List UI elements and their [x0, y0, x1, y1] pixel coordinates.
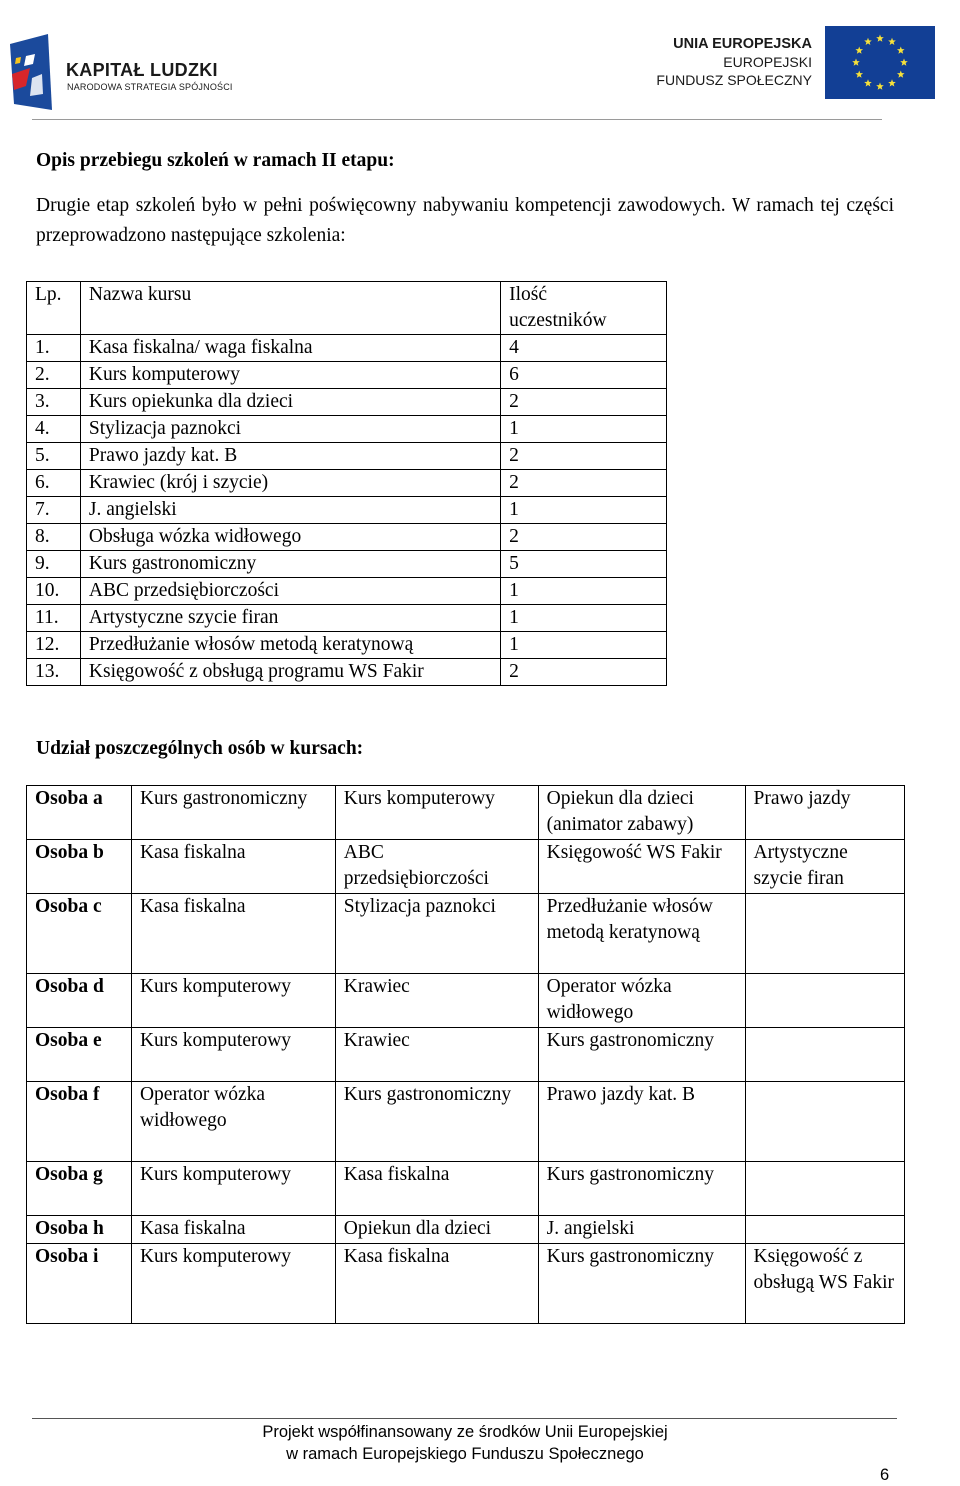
person-course-3: Kurs gastronomiczny: [538, 1244, 745, 1324]
course-name: Przedłużanie włosów metodą keratynową: [80, 632, 500, 659]
table-row: [27, 524, 667, 551]
section-title-persons: Udział poszczególnych osób w kursach:: [36, 738, 364, 759]
course-name: ABC przedsiębiorczości: [80, 578, 500, 605]
person-name: Osoba i: [27, 1244, 132, 1324]
course-count: 2: [501, 443, 667, 470]
table-row: [27, 1216, 905, 1244]
person-course-2: ABC przedsiębiorczości: [335, 840, 538, 894]
person-course-3: Prawo jazdy kat. B: [538, 1082, 745, 1162]
person-name: Osoba g: [27, 1162, 132, 1216]
person-course-3: Operator wózka widłowego: [538, 974, 745, 1028]
course-count: 4: [501, 335, 667, 362]
course-count: 2: [501, 470, 667, 497]
person-course-4: [745, 1162, 904, 1216]
person-course-2: Stylizacja paznokci: [335, 894, 538, 974]
person-course-3: Przedłużanie włosów metodą keratynową: [538, 894, 745, 974]
course-name: Księgowość z obsługą programu WS Fakir: [80, 659, 500, 686]
table-row: [27, 786, 905, 840]
course-lp: 5.: [27, 443, 81, 470]
course-name: Prawo jazdy kat. B: [80, 443, 500, 470]
person-course-3: Opiekun dla dzieci (animator zabawy): [538, 786, 745, 840]
kapital-ludzki-subtitle: NARODOWA STRATEGIA SPÓJNOŚCI: [67, 82, 233, 92]
course-count: 1: [501, 605, 667, 632]
course-count: 1: [501, 632, 667, 659]
course-name: J. angielski: [80, 497, 500, 524]
course-count: 5: [501, 551, 667, 578]
table-row: [27, 632, 667, 659]
person-course-1: Kasa fiskalna: [131, 1216, 335, 1244]
person-course-1: Kurs komputerowy: [131, 974, 335, 1028]
page-number: 6: [880, 1466, 890, 1484]
table-row: [27, 497, 667, 524]
persons-table: [26, 785, 905, 1324]
person-course-2: Kasa fiskalna: [335, 1244, 538, 1324]
table-row: [27, 578, 667, 605]
footer-line-2: w ramach Europejskiego Funduszu Społecznego: [286, 1445, 644, 1463]
course-lp: 3.: [27, 389, 81, 416]
course-name: Kurs opiekunka dla dzieci: [80, 389, 500, 416]
table-row: [27, 1082, 905, 1162]
table-row: [27, 974, 905, 1028]
person-course-3: Księgowość WS Fakir: [538, 840, 745, 894]
person-course-1: Kurs komputerowy: [131, 1028, 335, 1082]
person-course-2: Kasa fiskalna: [335, 1162, 538, 1216]
person-name: Osoba f: [27, 1082, 132, 1162]
eu-fund-line1: EUROPEJSKI: [723, 54, 812, 70]
table-row: [27, 1244, 905, 1324]
person-course-3: Kurs gastronomiczny: [538, 1162, 745, 1216]
course-count: 2: [501, 524, 667, 551]
table-row: [27, 551, 667, 578]
course-count: 1: [501, 416, 667, 443]
person-course-4: Artystyczne szycie firan: [745, 840, 904, 894]
course-count: 6: [501, 362, 667, 389]
person-course-2: Kurs gastronomiczny: [335, 1082, 538, 1162]
person-name: Osoba b: [27, 840, 132, 894]
course-name: Krawiec (krój i szycie): [80, 470, 500, 497]
table-row: [27, 605, 667, 632]
eu-flag-icon: [825, 26, 935, 99]
person-course-1: Kurs komputerowy: [131, 1244, 335, 1324]
kapital-ludzki-logo: [8, 34, 60, 110]
table-row: [27, 362, 667, 389]
course-lp: 13.: [27, 659, 81, 686]
eu-fund-line2: FUNDUSZ SPOŁECZNY: [656, 72, 812, 88]
table-row: [27, 470, 667, 497]
header-lp: Lp.: [27, 282, 81, 335]
course-lp: 9.: [27, 551, 81, 578]
person-course-1: Kurs komputerowy: [131, 1162, 335, 1216]
table-header-row: [27, 282, 667, 335]
course-name: Artystyczne szycie firan: [80, 605, 500, 632]
person-course-4: [745, 894, 904, 974]
person-name: Osoba e: [27, 1028, 132, 1082]
person-course-4: Prawo jazdy: [745, 786, 904, 840]
person-course-2: Krawiec: [335, 974, 538, 1028]
person-course-4: [745, 1028, 904, 1082]
table-row: [27, 1162, 905, 1216]
course-lp: 1.: [27, 335, 81, 362]
table-row: [27, 1028, 905, 1082]
kapital-ludzki-title: KAPITAŁ LUDZKI: [66, 60, 218, 80]
person-course-3: Kurs gastronomiczny: [538, 1028, 745, 1082]
person-name: Osoba d: [27, 974, 132, 1028]
table-row: [27, 335, 667, 362]
table-row: [27, 840, 905, 894]
person-name: Osoba h: [27, 1216, 132, 1244]
person-course-1: Kurs gastronomiczny: [131, 786, 335, 840]
courses-table: [26, 281, 667, 686]
course-lp: 4.: [27, 416, 81, 443]
table-row: [27, 659, 667, 686]
person-course-2: Kurs komputerowy: [335, 786, 538, 840]
course-name: Obsługa wózka widłowego: [80, 524, 500, 551]
course-name: Stylizacja paznokci: [80, 416, 500, 443]
header-participants-line2: uczestników: [509, 310, 607, 331]
person-course-2: Krawiec: [335, 1028, 538, 1082]
course-count: 1: [501, 578, 667, 605]
course-count: 2: [501, 659, 667, 686]
person-course-1: Kasa fiskalna: [131, 894, 335, 974]
course-lp: 8.: [27, 524, 81, 551]
course-name: Kasa fiskalna/ waga fiskalna: [80, 335, 500, 362]
footer-line-1: Projekt współfinansowany ze środków Unii Europejskiej: [262, 1423, 668, 1441]
table-row: [27, 894, 905, 974]
person-course-4: Księgowość z obsługą WS Fakir: [745, 1244, 904, 1324]
course-lp: 12.: [27, 632, 81, 659]
table-row: [27, 416, 667, 443]
page-header: [0, 0, 960, 120]
course-count: 1: [501, 497, 667, 524]
person-course-1: Operator wózka widłowego: [131, 1082, 335, 1162]
course-lp: 2.: [27, 362, 81, 389]
person-course-1: Kasa fiskalna: [131, 840, 335, 894]
person-course-4: [745, 1216, 904, 1244]
header-participants: [501, 282, 667, 335]
footer-divider: [32, 1418, 897, 1419]
course-lp: 6.: [27, 470, 81, 497]
course-lp: 7.: [27, 497, 81, 524]
eu-title: UNIA EUROPEJSKA: [673, 36, 812, 52]
table-row: [27, 443, 667, 470]
course-name: Kurs gastronomiczny: [80, 551, 500, 578]
section-title-stage-ii: Opis przebiegu szkoleń w ramach II etapu:: [36, 150, 395, 171]
person-name: Osoba c: [27, 894, 132, 974]
section-paragraph: Drugie etap szkoleń było w pełni poświęcowny nabywaniu kompetencji zawodowych. W ramach tej części przeprowadzono następujące szkolenia:: [36, 195, 894, 246]
person-course-4: [745, 1082, 904, 1162]
person-course-4: [745, 974, 904, 1028]
person-course-2: Opiekun dla dzieci: [335, 1216, 538, 1244]
person-course-3: J. angielski: [538, 1216, 745, 1244]
course-lp: 10.: [27, 578, 81, 605]
table-row: [27, 389, 667, 416]
course-lp: 11.: [27, 605, 81, 632]
person-name: Osoba a: [27, 786, 132, 840]
header-participants-line1: Ilość: [509, 284, 548, 305]
course-name: Kurs komputerowy: [80, 362, 500, 389]
header-course-name: Nazwa kursu: [80, 282, 500, 335]
course-count: 2: [501, 389, 667, 416]
header-divider: [32, 119, 882, 120]
